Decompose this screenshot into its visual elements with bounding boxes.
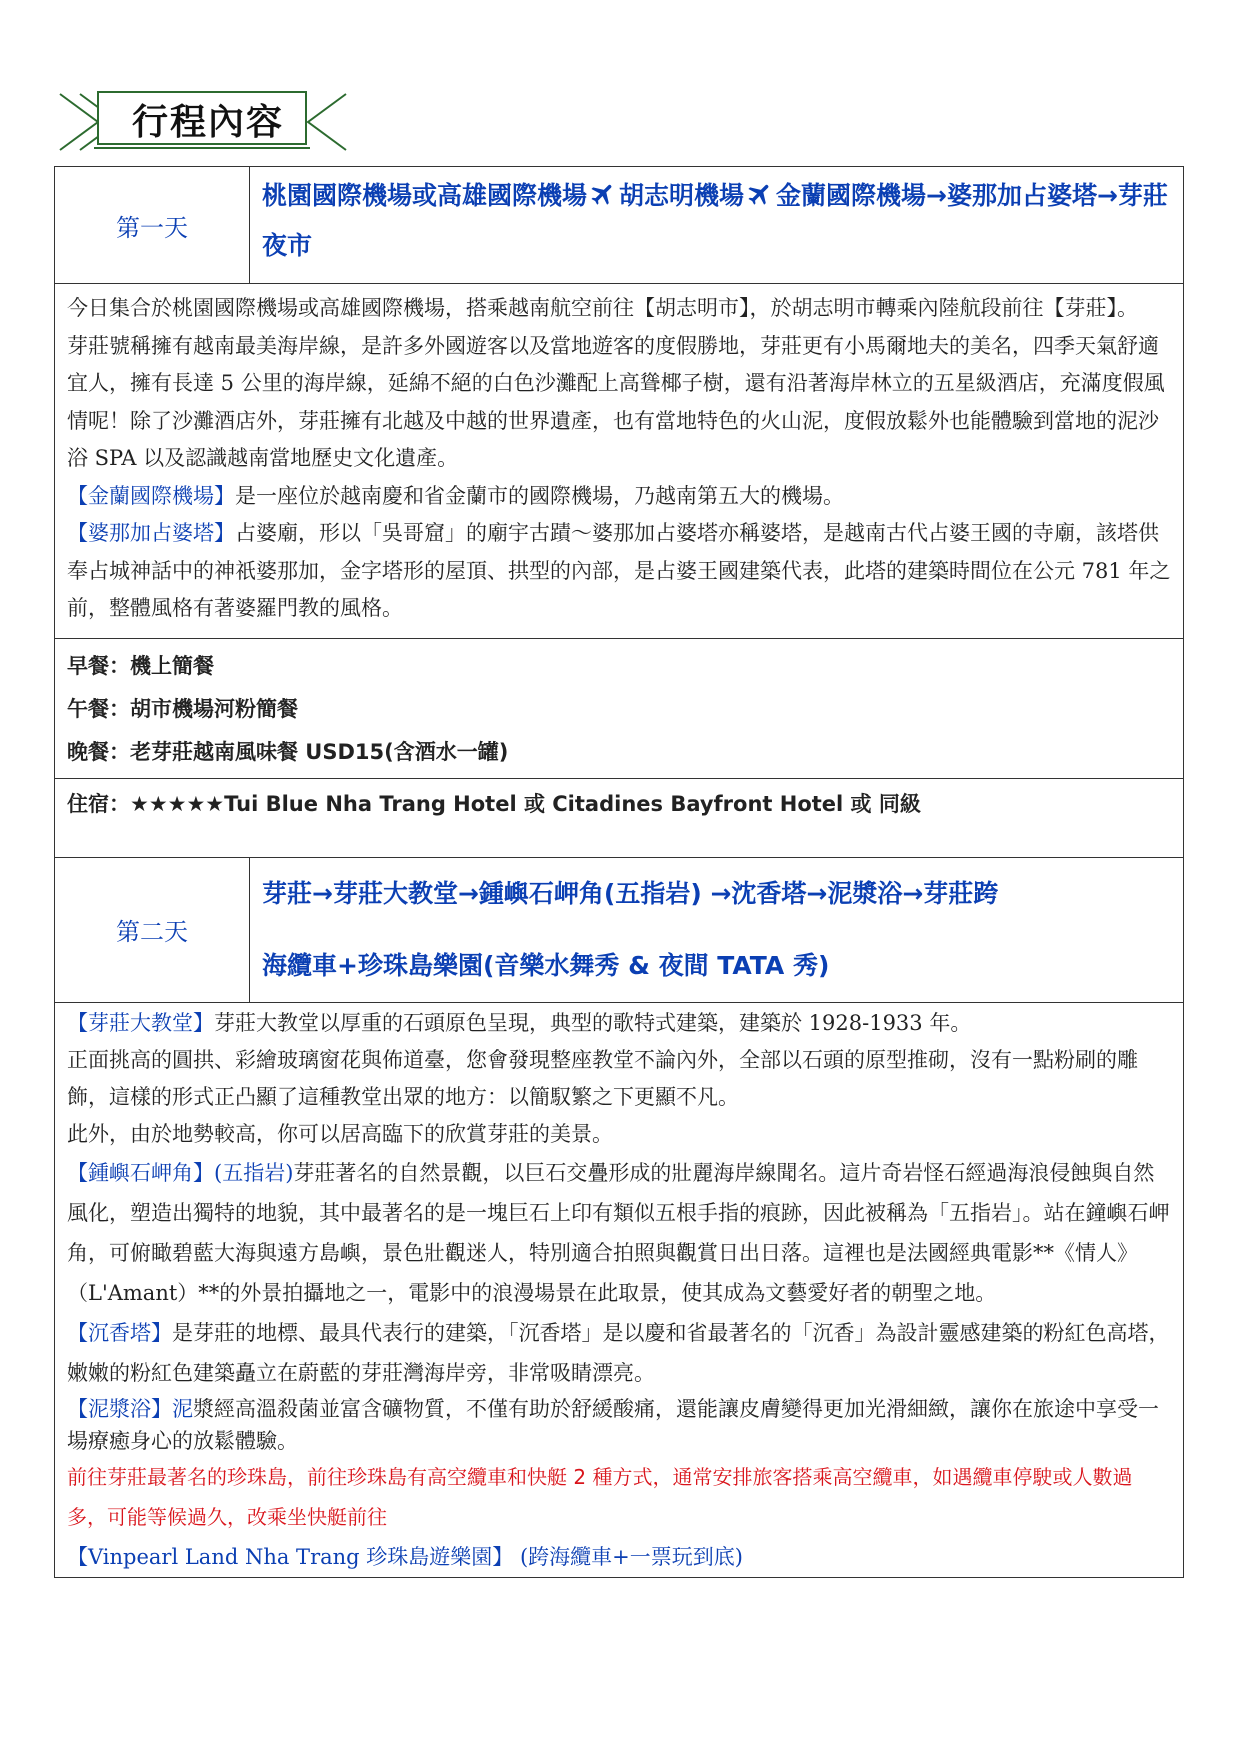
day2-description bbox=[55, 1002, 1184, 1577]
spot-text: 漿經高溫殺菌並富含礦物質，不僅有助於舒緩酸痛，還能讓皮膚變得更加光滑細緻，讓你在旅途中享受一場療癒身心的放鬆體驗。 bbox=[67, 1396, 1159, 1453]
spot-mud bbox=[67, 1393, 1171, 1457]
day1-label: 第一天 bbox=[55, 167, 250, 284]
vinpearl-title: 【Vinpearl Land Nha Trang 珍珠島遊樂園】 (跨海纜車+一票玩到底) bbox=[67, 1544, 743, 1569]
spot-text: 芽莊大教堂以厚重的石頭原色呈現，典型的歌特式建築，建築於 1928-1933 年。 bbox=[214, 1010, 972, 1035]
meal-dinner: 晚餐：老芽莊越南風味餐 USD15(含酒水一罐) bbox=[67, 739, 509, 764]
day2-route-line: 芽莊→芽莊大教堂→鍾嶼石岬角(五指岩) →沈香塔→泥漿浴→芽莊跨 bbox=[262, 878, 999, 908]
airplane-icon bbox=[746, 180, 774, 208]
day1-meals-row bbox=[55, 638, 1184, 778]
itinerary-table bbox=[54, 166, 1184, 1578]
spot-text: 是芽莊的地標、最具代表行的建築，「沉香塔」是以慶和省最著名的「沉香」為設計靈感建築的粉紅色高塔，嫩嫩的粉紅色建築矗立在蔚藍的芽莊灣海岸旁，非常吸睛漂亮。 bbox=[67, 1320, 1170, 1385]
day1-header-row bbox=[55, 167, 1184, 284]
spot-name: 【芽莊大教堂】 bbox=[67, 1010, 214, 1035]
cablecar-notice: 前往芽莊最著名的珍珠島，前往珍珠島有高空纜車和快艇 2 種方式，通常安排旅客搭乘高空纜車，如遇纜車停駛或人數過多，可能等候過久，改乘坐快艇前往 bbox=[67, 1464, 1133, 1529]
spot-text: 此外，由於地勢較高，你可以居高臨下的欣賞芽莊的美景。 bbox=[67, 1121, 613, 1146]
meal-lunch: 午餐：胡市機場河粉簡餐 bbox=[67, 696, 298, 721]
spot-text: 正面挑高的圓拱、彩繪玻璃窗花與佈道臺，您會發現整座教堂不論內外，全部以石頭的原型推砌，沒有一點粉刷的雕飾，這樣的形式正凸顯了這種教堂出眾的地方：以簡馭繁之下更顯不凡。 bbox=[67, 1047, 1138, 1109]
day1-route-dest: 金蘭國際機場→婆那加占婆塔→芽莊夜市 bbox=[262, 181, 1168, 260]
day1-hotel-row bbox=[55, 778, 1184, 857]
spot-text: 是一座位於越南慶和省金蘭市的國際機場，乃越南第五大的機場。 bbox=[235, 483, 844, 508]
day1-route-transit: 胡志明機場 bbox=[619, 181, 745, 210]
day1-paragraph: 芽莊號稱擁有越南最美海岸線，是許多外國遊客以及當地遊客的度假勝地，芽莊更有小馬爾地夫的美名，四季天氣舒適宜人，擁有長達 5 公里的海岸線，延綿不絕的白色沙灘配上高聳椰子樹，還有沿著海岸林立的五星級酒店，充滿度假風情呢！除了沙灘酒店外，芽莊擁有北越及中越的世界遺產，也有當地特色的火山泥，度假放鬆外也能體驗到當地的泥沙浴 SPA 以及認識越南當地歷史文化遺產。 bbox=[67, 333, 1165, 470]
spot-name: 【泥漿浴】泥 bbox=[67, 1396, 193, 1421]
spot-tower bbox=[67, 1313, 1171, 1393]
spot-text: 芽莊著名的自然景觀，以巨石交疊形成的壯麗海岸線聞名。這片奇岩怪石經過海浪侵蝕與自然風化，塑造出獨特的地貌，其中最著名的是一塊巨石上印有類似五根手指的痕跡，因此被稱為「五指岩」。站在鐘嶼石岬角，可俯瞰碧藍大海與遠方島嶼，景色壯觀迷人，特別適合拍照與觀賞日出日落。這裡也是法國經典電影**《情人》（L'Amant）**的外景拍攝地之一，電影中的浪漫場景在此取景，使其成為文藝愛好者的朝聖之地。 bbox=[67, 1160, 1170, 1305]
spot-name: 【鍾嶼石岬角】(五指岩) bbox=[67, 1160, 294, 1185]
day2-route-line: 海纜車+珍珠島樂園(音樂水舞秀 & 夜間 TATA 秀) bbox=[262, 950, 830, 980]
spot-name: 【金蘭國際機場】 bbox=[67, 483, 235, 508]
spot-rock bbox=[67, 1153, 1171, 1313]
day1-description bbox=[55, 284, 1184, 639]
day2-body-row bbox=[55, 1002, 1184, 1577]
day1-paragraph: 今日集合於桃園國際機場或高雄國際機場，搭乘越南航空前往【胡志明市】，於胡志明市轉乘內陸航段前往【芽莊】。 bbox=[67, 296, 1138, 320]
spot-kamranh bbox=[67, 478, 1171, 516]
meal-breakfast: 早餐：機上簡餐 bbox=[67, 653, 214, 678]
day1-hotel: 住宿：★★★★★Tui Blue Nha Trang Hotel 或 Citadines Bayfront Hotel 或 同級 bbox=[55, 778, 1184, 857]
day2-header-row bbox=[55, 857, 1184, 1002]
day1-route-origin: 桃園國際機場或高雄國際機場 bbox=[262, 181, 588, 210]
day1-meals bbox=[55, 638, 1184, 778]
spot-text: 占婆廟，形以「吳哥窟」的廟宇古蹟～婆那加占婆塔亦稱婆塔，是越南古代占婆王國的寺廟，該塔供奉占城神話中的神祇婆那加，金字塔形的屋頂、拱型的內部，是占婆王國建築代表，此塔的建築時間位在公元 781 年之前，整體風格有著婆羅門教的風格。 bbox=[67, 521, 1171, 620]
day1-body-row bbox=[55, 284, 1184, 639]
day1-route bbox=[250, 167, 1184, 284]
spot-ponagar bbox=[67, 515, 1171, 628]
page-title: 行程內容 bbox=[132, 102, 285, 143]
spot-name: 【婆那加占婆塔】 bbox=[67, 521, 235, 545]
day2-route bbox=[250, 857, 1184, 1002]
spot-name: 【沉香塔】 bbox=[67, 1320, 172, 1345]
day2-label: 第二天 bbox=[55, 857, 250, 1002]
spot-cathedral bbox=[67, 1005, 1171, 1042]
airplane-icon bbox=[589, 180, 617, 208]
